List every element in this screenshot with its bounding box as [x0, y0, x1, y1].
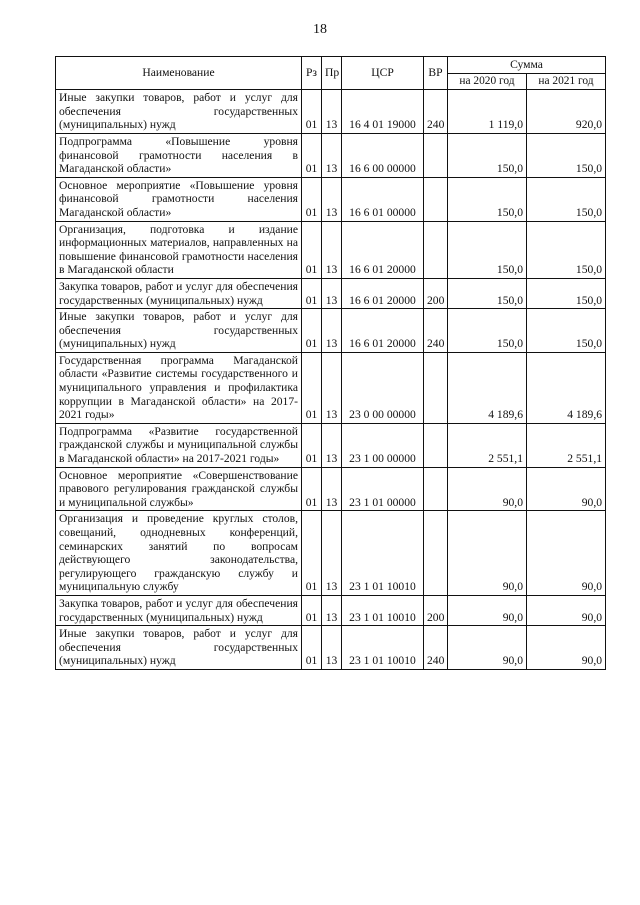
row-sum-2021: 90,0 — [527, 626, 606, 670]
row-rz: 01 — [302, 511, 322, 596]
row-vr: 200 — [424, 595, 448, 625]
row-name: Иные закупки товаров, работ и услуг для обеспечения государственных (муниципальных) нужд — [56, 309, 302, 353]
table-header — [56, 57, 606, 90]
row-sum-2021: 90,0 — [527, 595, 606, 625]
row-name: Государственная программа Магаданской области «Развитие системы государственного и муниципального управления и профилактика коррупции в Магаданской области» на 2017-2021 годы» — [56, 352, 302, 423]
row-name: Основное мероприятие «Повышение уровня финансовой грамотности населения Магаданской области» — [56, 177, 302, 221]
header-year-2021: на 2021 год — [527, 73, 606, 90]
row-name: Иные закупки товаров, работ и услуг для обеспечения государственных (муниципальных) нужд — [56, 90, 302, 134]
row-rz: 01 — [302, 626, 322, 670]
table-row — [56, 467, 606, 511]
table-row — [56, 511, 606, 596]
row-pr: 13 — [322, 90, 342, 134]
row-vr — [424, 467, 448, 511]
row-name: Закупка товаров, работ и услуг для обеспечения государственных (муниципальных) нужд — [56, 595, 302, 625]
row-vr: 240 — [424, 309, 448, 353]
row-csr: 16 6 01 00000 — [342, 177, 424, 221]
row-csr: 16 4 01 19000 — [342, 90, 424, 134]
row-rz: 01 — [302, 309, 322, 353]
table-row — [56, 423, 606, 467]
row-sum-2021: 150,0 — [527, 177, 606, 221]
row-csr: 16 6 01 20000 — [342, 278, 424, 308]
row-vr — [424, 423, 448, 467]
row-vr: 200 — [424, 278, 448, 308]
table-body — [56, 90, 606, 670]
row-rz: 01 — [302, 467, 322, 511]
header-year-2020: на 2020 год — [448, 73, 527, 90]
row-csr: 16 6 01 20000 — [342, 221, 424, 278]
row-rz: 01 — [302, 278, 322, 308]
row-pr: 13 — [322, 352, 342, 423]
row-pr: 13 — [322, 467, 342, 511]
header-pr: Пр — [322, 57, 342, 90]
row-pr: 13 — [322, 278, 342, 308]
row-pr: 13 — [322, 626, 342, 670]
row-vr — [424, 177, 448, 221]
row-sum-2021: 90,0 — [527, 467, 606, 511]
header-rz: Рз — [302, 57, 322, 90]
row-csr: 16 6 00 00000 — [342, 133, 424, 177]
row-vr: 240 — [424, 90, 448, 134]
row-csr: 23 1 01 10010 — [342, 595, 424, 625]
table-row — [56, 133, 606, 177]
row-csr: 23 1 01 00000 — [342, 467, 424, 511]
row-rz: 01 — [302, 595, 322, 625]
table-row — [56, 221, 606, 278]
row-pr: 13 — [322, 511, 342, 596]
row-vr — [424, 511, 448, 596]
row-csr: 23 1 00 00000 — [342, 423, 424, 467]
table-row — [56, 626, 606, 670]
row-sum-2020: 150,0 — [448, 278, 527, 308]
row-vr: 240 — [424, 626, 448, 670]
row-vr — [424, 133, 448, 177]
table-row — [56, 352, 606, 423]
row-sum-2021: 150,0 — [527, 278, 606, 308]
row-sum-2020: 150,0 — [448, 309, 527, 353]
row-sum-2021: 150,0 — [527, 221, 606, 278]
row-sum-2021: 4 189,6 — [527, 352, 606, 423]
row-csr: 23 1 01 10010 — [342, 626, 424, 670]
row-sum-2020: 90,0 — [448, 511, 527, 596]
row-csr: 16 6 01 20000 — [342, 309, 424, 353]
row-vr — [424, 221, 448, 278]
row-name: Организация и проведение круглых столов, совещаний, однодневных конференций, семинарских занятий по вопросам действующего законодательства, регулирующего гражданскую службу и муниципальную службу — [56, 511, 302, 596]
row-name: Основное мероприятие «Совершенствование правового регулирования гражданской службы и муниципальной службы» — [56, 467, 302, 511]
row-csr: 23 0 00 00000 — [342, 352, 424, 423]
row-rz: 01 — [302, 177, 322, 221]
row-pr: 13 — [322, 177, 342, 221]
row-pr: 13 — [322, 221, 342, 278]
row-sum-2020: 1 119,0 — [448, 90, 527, 134]
row-sum-2021: 150,0 — [527, 133, 606, 177]
row-sum-2020: 150,0 — [448, 221, 527, 278]
row-sum-2020: 90,0 — [448, 595, 527, 625]
page-number: 18 — [313, 22, 327, 37]
row-rz: 01 — [302, 221, 322, 278]
row-rz: 01 — [302, 423, 322, 467]
header-name: Наименование — [56, 57, 302, 90]
row-sum-2021: 90,0 — [527, 511, 606, 596]
row-rz: 01 — [302, 352, 322, 423]
header-csr: ЦСР — [342, 57, 424, 90]
row-sum-2021: 150,0 — [527, 309, 606, 353]
row-csr: 23 1 01 10010 — [342, 511, 424, 596]
row-sum-2020: 150,0 — [448, 177, 527, 221]
table-row — [56, 309, 606, 353]
row-pr: 13 — [322, 309, 342, 353]
row-vr — [424, 352, 448, 423]
row-sum-2020: 4 189,6 — [448, 352, 527, 423]
table-row — [56, 595, 606, 625]
row-sum-2021: 920,0 — [527, 90, 606, 134]
row-sum-2021: 2 551,1 — [527, 423, 606, 467]
row-rz: 01 — [302, 133, 322, 177]
budget-table — [55, 56, 606, 670]
header-sum: Сумма — [448, 57, 606, 74]
header-vr: ВР — [424, 57, 448, 90]
row-name: Подпрограмма «Развитие государственной гражданской службы и муниципальной службы в Магаданской области» на 2017-2021 годы» — [56, 423, 302, 467]
table-row — [56, 177, 606, 221]
row-sum-2020: 90,0 — [448, 467, 527, 511]
table-row — [56, 278, 606, 308]
row-pr: 13 — [322, 423, 342, 467]
row-name: Подпрограмма «Повышение уровня финансовой грамотности населения в Магаданской области» — [56, 133, 302, 177]
row-sum-2020: 90,0 — [448, 626, 527, 670]
row-sum-2020: 150,0 — [448, 133, 527, 177]
table-row — [56, 90, 606, 134]
row-pr: 13 — [322, 133, 342, 177]
row-name: Организация, подготовка и издание информационных материалов, направленных на повышение финансовой грамотности населения в Магаданской области — [56, 221, 302, 278]
row-name: Закупка товаров, работ и услуг для обеспечения государственных (муниципальных) нужд — [56, 278, 302, 308]
row-pr: 13 — [322, 595, 342, 625]
row-sum-2020: 2 551,1 — [448, 423, 527, 467]
row-rz: 01 — [302, 90, 322, 134]
row-name: Иные закупки товаров, работ и услуг для обеспечения государственных (муниципальных) нужд — [56, 626, 302, 670]
